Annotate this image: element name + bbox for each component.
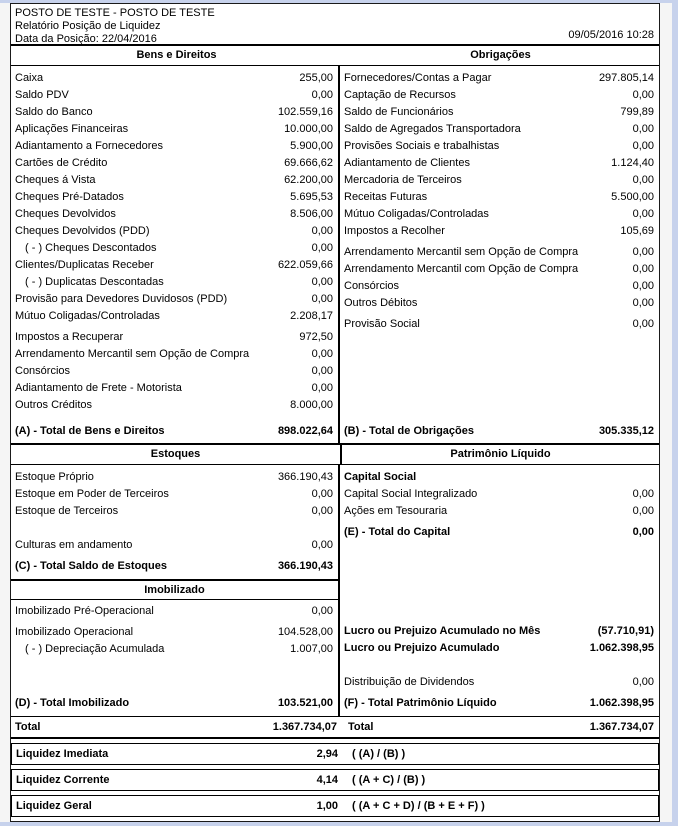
section-header-row-1 — [11, 46, 659, 66]
item-label: (C) - Total Saldo de Estoques — [15, 560, 167, 572]
line-item — [11, 329, 338, 346]
line-item — [340, 423, 659, 440]
line-item — [11, 104, 338, 121]
line-item — [11, 189, 338, 206]
section-title-estoques: Estoques — [11, 445, 342, 464]
grand-total-row — [11, 717, 659, 739]
item-value: 0,00 — [311, 89, 333, 101]
line-item — [11, 346, 338, 363]
item-value: 104.528,00 — [277, 626, 333, 638]
estoques-list — [11, 465, 338, 581]
item-label: Estoque de Terceiros — [15, 505, 119, 517]
line-item — [340, 87, 659, 104]
line-item — [11, 87, 338, 104]
item-value: 1.062.398,95 — [589, 697, 654, 709]
item-value: 255,00 — [299, 72, 333, 84]
line-item — [340, 469, 659, 486]
report-header — [11, 4, 659, 46]
item-label: Capital Social — [344, 471, 417, 483]
item-value: 8.000,00 — [290, 399, 333, 411]
item-value: 5.695,53 — [290, 191, 333, 203]
line-item — [11, 624, 338, 641]
item-value: 0,00 — [632, 123, 654, 135]
item-label: Mútuo Coligadas/Controladas — [15, 310, 160, 322]
liquidez-imediata-box — [11, 743, 659, 765]
item-value: 0,00 — [311, 539, 333, 551]
grand-total-right — [342, 717, 659, 737]
printed-datetime: 09/05/2016 10:28 — [568, 29, 654, 41]
item-label: Estoque Próprio — [15, 471, 94, 483]
item-label: (E) - Total do Capital — [344, 526, 451, 538]
item-value: 102.559,16 — [277, 106, 333, 118]
item-value: 0,00 — [311, 225, 333, 237]
line-item — [11, 206, 338, 223]
line-item — [12, 770, 658, 790]
item-label: Adiantamento de Frete - Motorista — [15, 382, 182, 394]
ratio-formula: ( (A + C + D) / (B + E + F) ) — [352, 800, 485, 812]
item-label: Cheques Devolvidos — [15, 208, 116, 220]
item-label: Liquidez Imediata — [16, 748, 109, 760]
item-label: Imobilizado Operacional — [15, 626, 134, 638]
line-item — [11, 155, 338, 172]
item-label: ( - ) Depreciação Acumulada — [25, 643, 165, 655]
line-item — [340, 640, 659, 657]
item-value: 1.007,00 — [290, 643, 333, 655]
line-item — [11, 469, 338, 486]
line-item — [340, 138, 659, 155]
line-item — [340, 223, 659, 240]
item-value: 0,00 — [632, 174, 654, 186]
grand-total-left-value: 1.367.734,07 — [272, 721, 337, 733]
item-label: Receitas Futuras — [344, 191, 428, 203]
item-label: Lucro ou Prejuizo Acumulado — [344, 642, 500, 654]
item-label: Cartões de Crédito — [15, 157, 108, 169]
item-label: Mercadoria de Terceiros — [344, 174, 462, 186]
report-title: Relatório Posição de Liquidez — [15, 20, 161, 32]
line-item — [11, 423, 338, 440]
line-item — [11, 537, 338, 554]
item-label: Mútuo Coligadas/Controladas — [344, 208, 489, 220]
imobilizado-list — [11, 600, 338, 716]
item-label: Capital Social Integralizado — [344, 488, 478, 500]
item-value: 1.062.398,95 — [589, 642, 654, 654]
patrimonio-column — [340, 465, 659, 716]
item-value: 799,89 — [620, 106, 654, 118]
line-item — [11, 172, 338, 189]
item-label: Provisões Sociais e trabalhistas — [344, 140, 500, 152]
liquidez-geral-box — [11, 795, 659, 817]
item-label: Saldo do Banco — [15, 106, 93, 118]
item-value: 0,00 — [311, 293, 333, 305]
line-item — [340, 278, 659, 295]
item-value: 0,00 — [632, 526, 654, 538]
item-value: 10.000,00 — [284, 123, 333, 135]
item-value: 0,00 — [311, 605, 333, 617]
item-value: 0,00 — [311, 348, 333, 360]
item-label: (A) - Total de Bens e Direitos — [15, 425, 165, 437]
item-value: 622.059,66 — [277, 259, 333, 271]
line-item — [340, 244, 659, 261]
line-item — [11, 603, 338, 620]
estoques-imobilizado-column — [11, 465, 340, 716]
item-label: Impostos a Recuperar — [15, 331, 124, 343]
inventory-equity-block — [11, 465, 659, 717]
ratio-formula: ( (A + C) / (B) ) — [352, 774, 426, 786]
line-item — [11, 121, 338, 138]
item-value: 0,00 — [632, 208, 654, 220]
item-label: Consórcios — [344, 280, 400, 292]
item-value: 0,00 — [632, 505, 654, 517]
line-item — [11, 363, 338, 380]
section-header-row-2 — [11, 445, 659, 465]
line-item — [11, 695, 338, 712]
line-item — [11, 274, 338, 291]
section-title-obrigacoes: Obrigações — [470, 49, 531, 61]
liquidez-corrente-box — [11, 769, 659, 791]
item-value: 972,50 — [299, 331, 333, 343]
item-label: Culturas em andamento — [15, 539, 133, 551]
item-label: (B) - Total de Obrigações — [344, 425, 474, 437]
item-value: 2,94 — [316, 748, 338, 760]
item-value: 4,14 — [316, 774, 338, 786]
item-label: Provisão Social — [344, 318, 420, 330]
line-item — [340, 674, 659, 691]
item-value: 0,00 — [632, 297, 654, 309]
item-value: 366.190,43 — [277, 560, 333, 572]
item-label: Captação de Recursos — [344, 89, 456, 101]
line-item — [12, 796, 658, 816]
item-label: Arrendamento Mercantil sem Opção de Compra — [344, 246, 579, 258]
line-item — [11, 223, 338, 240]
item-label: Distribuição de Dividendos — [344, 676, 475, 688]
item-label: Saldo de Agregados Transportadora — [344, 123, 521, 135]
item-value: 2.208,17 — [290, 310, 333, 322]
line-item — [340, 172, 659, 189]
item-label: Fornecedores/Contas a Pagar — [344, 72, 492, 84]
item-value: 898.022,64 — [277, 425, 333, 437]
item-value: 297.805,14 — [598, 72, 654, 84]
grand-total-right-label: Total — [348, 721, 374, 733]
company-name: POSTO DE TESTE - POSTO DE TESTE — [15, 7, 215, 19]
item-label: Impostos a Recolher — [344, 225, 445, 237]
item-value: 0,00 — [632, 676, 654, 688]
obrigacoes-column — [340, 66, 659, 443]
line-item — [340, 261, 659, 278]
line-item — [340, 121, 659, 138]
item-label: Aplicações Financeiras — [15, 123, 129, 135]
item-label: Saldo PDV — [15, 89, 69, 101]
line-item — [11, 308, 338, 325]
item-value: 8.506,00 — [290, 208, 333, 220]
line-item — [340, 189, 659, 206]
item-label: Arrendamento Mercantil com Opção de Compra — [344, 263, 579, 275]
item-value: 1,00 — [316, 800, 338, 812]
item-label: Ações em Tesouraria — [344, 505, 448, 517]
item-label: Cheques Pré-Datados — [15, 191, 124, 203]
item-value: 0,00 — [632, 140, 654, 152]
item-label: (D) - Total Imobilizado — [15, 697, 130, 709]
grand-total-right-value: 1.367.734,07 — [589, 721, 654, 733]
item-label: Saldo de Funcionários — [344, 106, 454, 118]
item-value: 0,00 — [632, 280, 654, 292]
line-item — [340, 295, 659, 312]
line-item — [340, 206, 659, 223]
line-item — [11, 641, 338, 658]
line-item — [11, 257, 338, 274]
line-item — [340, 70, 659, 87]
line-item — [12, 744, 658, 764]
item-label: (F) - Total Patrimônio Líquido — [344, 697, 497, 709]
line-item — [11, 486, 338, 503]
line-item — [340, 316, 659, 333]
item-value: 0,00 — [632, 246, 654, 258]
item-value: 105,69 — [620, 225, 654, 237]
line-item — [11, 503, 338, 520]
line-item — [340, 695, 659, 712]
line-item — [340, 486, 659, 503]
item-label: Adiantamento a Fornecedores — [15, 140, 163, 152]
position-date: Data da Posição: 22/04/2016 — [15, 33, 157, 45]
item-value: 0,00 — [632, 89, 654, 101]
item-value: 62.200,00 — [284, 174, 333, 186]
line-item — [340, 155, 659, 172]
item-label: Imobilizado Pré-Operacional — [15, 605, 154, 617]
item-value: 5.500,00 — [611, 191, 654, 203]
line-item — [11, 291, 338, 308]
line-item — [340, 524, 659, 541]
item-value: 0,00 — [311, 382, 333, 394]
item-label: ( - ) Cheques Descontados — [25, 242, 157, 254]
item-value: 0,00 — [632, 263, 654, 275]
line-item — [340, 104, 659, 121]
item-label: Estoque em Poder de Terceiros — [15, 488, 169, 500]
section-title-patrimonio: Patrimônio Líquido — [450, 448, 551, 460]
item-label: Outros Débitos — [344, 297, 418, 309]
line-item — [11, 138, 338, 155]
item-value: 0,00 — [632, 318, 654, 330]
item-value: 366.190,43 — [277, 471, 333, 483]
item-label: Adiantamento de Clientes — [344, 157, 470, 169]
item-label: Lucro ou Prejuizo Acumulado no Mês — [344, 625, 541, 637]
section-title-bens-direitos: Bens e Direitos — [136, 49, 217, 61]
item-value: 1.124,40 — [611, 157, 654, 169]
liquidity-report-document — [10, 3, 660, 822]
line-item — [11, 240, 338, 257]
line-item — [11, 70, 338, 87]
item-value: 305.335,12 — [598, 425, 654, 437]
item-value: 103.521,00 — [277, 697, 333, 709]
item-label: Caixa — [15, 72, 44, 84]
item-label: Liquidez Corrente — [16, 774, 110, 786]
item-value: 0,00 — [311, 276, 333, 288]
item-label: Clientes/Duplicatas Receber — [15, 259, 154, 271]
bens-direitos-column — [11, 66, 340, 443]
item-label: Provisão para Devedores Duvidosos (PDD) — [15, 293, 228, 305]
line-item — [340, 623, 659, 640]
assets-liabilities-block — [11, 66, 659, 445]
item-value: (57.710,91) — [597, 625, 654, 637]
line-item — [340, 503, 659, 520]
item-label: Liquidez Geral — [16, 800, 92, 812]
item-value: 0,00 — [311, 365, 333, 377]
line-item — [11, 397, 338, 414]
item-label: Consórcios — [15, 365, 71, 377]
item-label: Outros Créditos — [15, 399, 93, 411]
item-value: 0,00 — [311, 505, 333, 517]
item-value: 5.900,00 — [290, 140, 333, 152]
item-label: Cheques á Vista — [15, 174, 96, 186]
section-title-imobilizado: Imobilizado — [11, 581, 338, 600]
item-value: 0,00 — [311, 488, 333, 500]
item-label: ( - ) Duplicatas Descontadas — [25, 276, 164, 288]
item-label: Arrendamento Mercantil sem Opção de Compra — [15, 348, 250, 360]
grand-total-left-label: Total — [15, 721, 41, 733]
line-item — [11, 380, 338, 397]
item-value: 0,00 — [311, 242, 333, 254]
ratio-formula: ( (A) / (B) ) — [352, 748, 406, 760]
grand-total-left — [11, 717, 342, 737]
line-item — [11, 558, 338, 575]
item-value: 0,00 — [632, 488, 654, 500]
item-label: Cheques Devolvidos (PDD) — [15, 225, 150, 237]
item-value: 69.666,62 — [284, 157, 333, 169]
